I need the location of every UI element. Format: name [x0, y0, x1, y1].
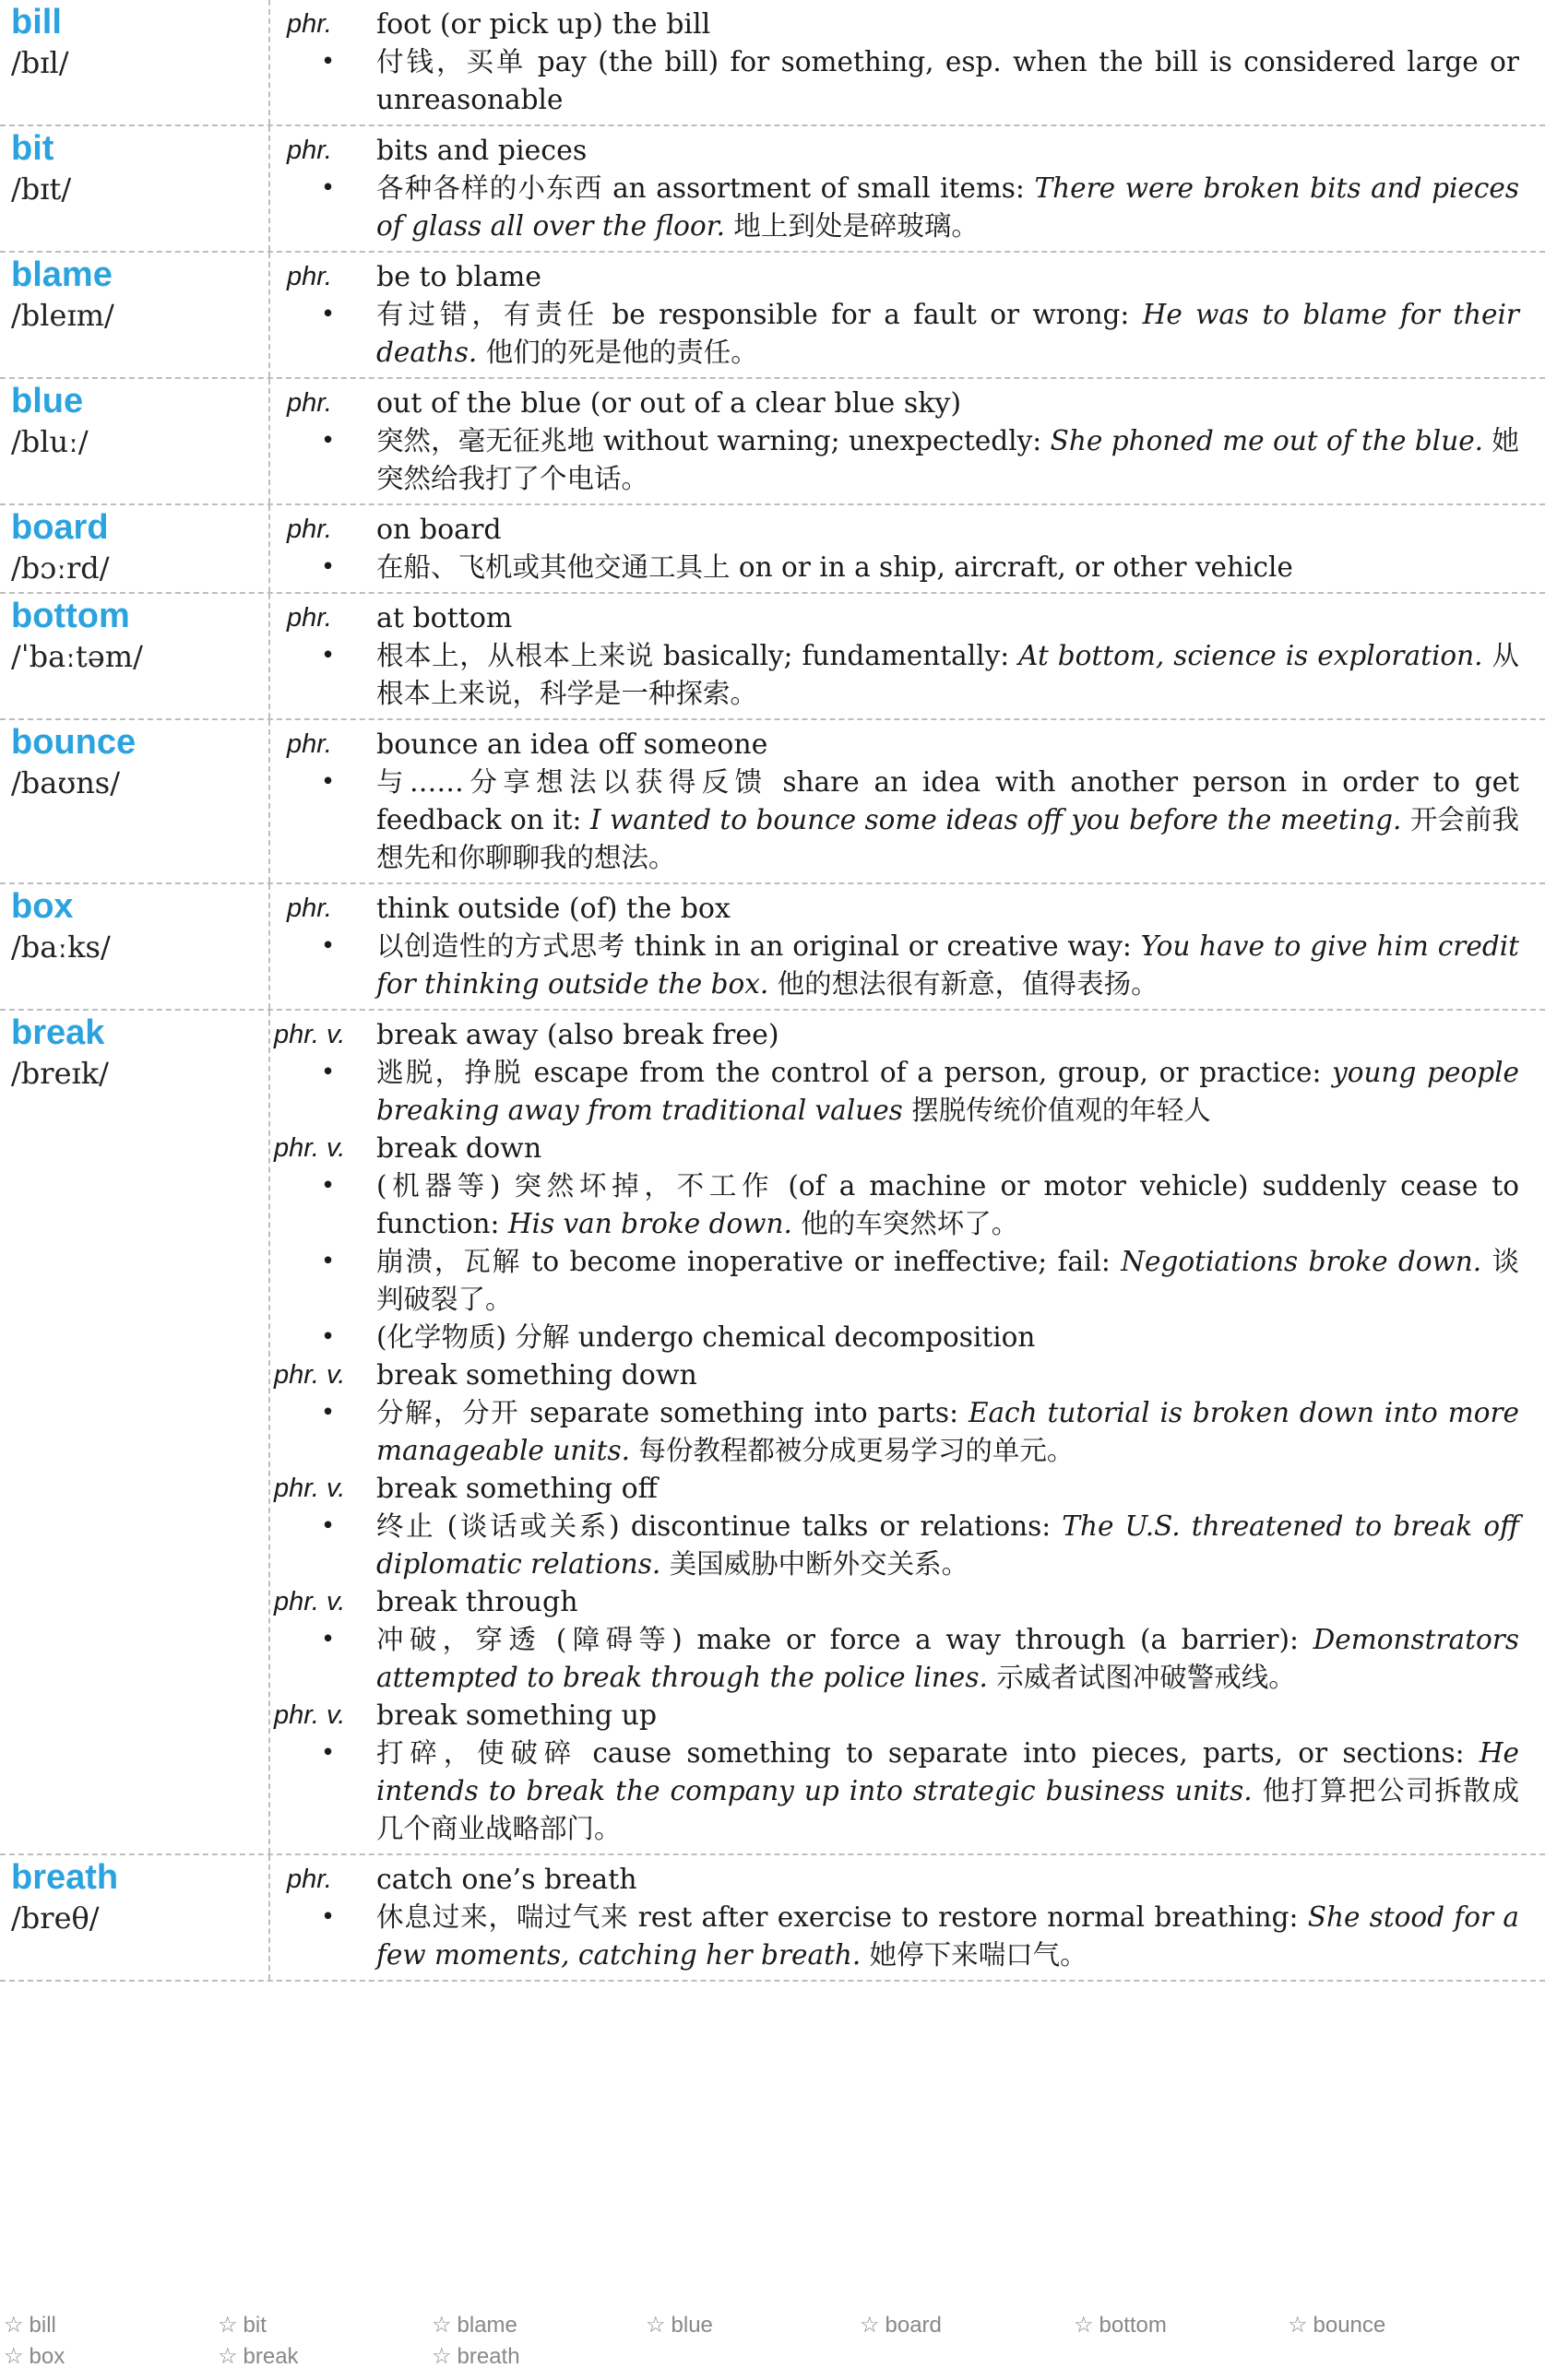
nav-link-label: bill — [29, 2313, 56, 2338]
phrase-text: bits and pieces — [376, 135, 588, 167]
pos-label: phr. — [287, 603, 332, 633]
nav-link-blue[interactable] — [642, 2310, 856, 2341]
pronunciation: /bɔːrd/ — [11, 551, 110, 586]
example-text: His van broke down. — [507, 1208, 792, 1239]
pos-label: phr. v. — [274, 1020, 346, 1049]
phrase-row — [270, 1470, 1519, 1508]
definition-row — [270, 1735, 1519, 1848]
phrase-row — [270, 1697, 1519, 1735]
phrase-row — [270, 385, 1519, 422]
definition-row — [270, 422, 1519, 498]
phrase-text: on board — [376, 514, 502, 546]
definition-text: 逃脱，挣脱 escape from the control of a person, group, or practice: — [376, 1057, 1333, 1088]
pos-label: phr. — [287, 262, 332, 291]
example-text: young people breaking away from traditional values — [376, 1057, 1519, 1126]
pos-label: phr. — [287, 1865, 332, 1894]
pos-label: phr. — [287, 515, 332, 544]
bullet-icon: • — [320, 1248, 336, 1275]
entry-blame — [0, 253, 1545, 379]
phrase-row — [270, 1861, 1519, 1899]
pos-label: phr. v. — [274, 1360, 346, 1390]
headword-cell — [0, 379, 270, 503]
phrase-row — [270, 1016, 1519, 1054]
senses — [270, 126, 1545, 251]
headword: breath — [11, 1858, 119, 1897]
definition-text: 冲破，穿透 (障碍等) make or force a way through (a barrier): — [376, 1624, 1313, 1655]
pronunciation: /bluː/ — [11, 424, 89, 459]
nav-link-label: break — [243, 2344, 299, 2369]
definition-text: 有过错，有责任 be responsible for a fault or wrong: — [376, 299, 1143, 330]
pronunciation: /bɪt/ — [11, 172, 72, 207]
definition — [376, 764, 1519, 877]
definition-text: 谈判破裂了。 — [376, 1246, 1519, 1315]
nav-row — [0, 2341, 1545, 2373]
entry-bit — [0, 126, 1545, 253]
headword-cell — [0, 720, 270, 882]
example-text: Demonstrators attempted to break through the police lines. — [376, 1624, 1519, 1693]
star-icon: ☆ — [432, 2344, 452, 2369]
headword-cell — [0, 0, 270, 124]
headword-cell — [0, 1011, 270, 1853]
entry-bounce — [0, 720, 1545, 884]
headword-cell — [0, 505, 270, 592]
entry-bill — [0, 0, 1545, 126]
headword: break — [11, 1013, 105, 1052]
word-index-nav — [0, 2310, 1545, 2373]
definition-text: 以创造性的方式思考 think in an original or creative way: — [376, 930, 1141, 962]
star-icon: ☆ — [1074, 2313, 1094, 2338]
nav-row — [0, 2310, 1545, 2341]
nav-link-bottom[interactable] — [1070, 2310, 1284, 2341]
pronunciation: /breɪk/ — [11, 1056, 109, 1091]
bullet-icon: • — [320, 768, 336, 796]
definition — [376, 1319, 1519, 1356]
definition-row — [270, 1899, 1519, 1974]
bullet-icon: • — [320, 48, 336, 76]
definition-text: 突然，毫无征兆地 without warning; unexpectedly: — [376, 425, 1051, 456]
example-text: At bottom, science is exploration. — [1018, 640, 1483, 671]
definition-row — [270, 1319, 1519, 1356]
phrase-text: break through — [376, 1586, 578, 1618]
entry-board — [0, 505, 1545, 594]
pos-label: phr. v. — [274, 1474, 346, 1503]
headword: bill — [11, 3, 62, 41]
definition-row — [270, 170, 1519, 245]
example-text: He was to blame for their deaths. — [376, 299, 1519, 368]
headword: board — [11, 508, 109, 547]
nav-link-label: blue — [671, 2313, 713, 2338]
pronunciation: /baːks/ — [11, 930, 111, 965]
headword-cell — [0, 884, 270, 1009]
entry-bottom — [0, 594, 1545, 720]
definition-text: 打碎，使破碎 cause something to separate into pieces, parts, or sections: — [376, 1737, 1480, 1769]
definition-row — [270, 1394, 1519, 1470]
headword-cell — [0, 253, 270, 377]
definition — [376, 422, 1519, 498]
definition-text: (机器等) 突然坏掉，不工作 (of a machine or motor vehicle) suddenly cease to function: — [376, 1170, 1519, 1239]
star-icon: ☆ — [218, 2313, 238, 2338]
phrase-text: catch one’s breath — [376, 1864, 637, 1896]
definition-text: 地上到处是碎玻璃。 — [724, 210, 979, 242]
definition — [376, 170, 1519, 245]
nav-link-bounce[interactable] — [1284, 2310, 1498, 2341]
nav-link-break[interactable] — [214, 2341, 428, 2373]
definition-row — [270, 1621, 1519, 1697]
phrase-row — [270, 1356, 1519, 1394]
star-icon: ☆ — [860, 2313, 880, 2338]
definition-text: 从根本上来说，科学是一种探索。 — [376, 640, 1519, 709]
nav-link-label: blame — [457, 2313, 517, 2338]
phrase-text: break something down — [376, 1359, 697, 1391]
definition-text: 他打算把公司拆散成几个商业战略部门。 — [376, 1775, 1519, 1844]
definition-row — [270, 1054, 1519, 1130]
nav-link-label: breath — [457, 2344, 520, 2369]
definition-text: 休息过来，喘过气来 rest after exercise to restore normal breathing: — [376, 1901, 1308, 1933]
senses — [270, 884, 1545, 1009]
pos-label: phr. — [287, 388, 332, 418]
definition-row — [270, 1243, 1519, 1319]
star-icon: ☆ — [4, 2344, 24, 2369]
headword: bounce — [11, 723, 137, 762]
definition-row — [270, 928, 1519, 1003]
nav-link-board[interactable] — [856, 2310, 1070, 2341]
definition — [376, 549, 1519, 586]
bullet-icon: • — [320, 642, 336, 669]
definition-text: 他的想法很有新意，值得表扬。 — [768, 968, 1159, 1000]
definition-row — [270, 1167, 1519, 1243]
entry-break — [0, 1011, 1545, 1855]
phrase-text: foot (or pick up) the bill — [376, 8, 711, 41]
definition-text: 开会前我想先和你聊聊我的想法。 — [376, 804, 1519, 873]
definition-text: 在船、飞机或其他交通工具上 on or in a ship, aircraft, or other vehicle — [376, 551, 1293, 583]
phrase-row — [270, 599, 1519, 637]
definition-text: 各种各样的小东西 an assortment of small items: — [376, 172, 1035, 204]
bullet-icon: • — [320, 1903, 336, 1931]
headword-cell — [0, 1855, 270, 1980]
bullet-icon: • — [320, 1512, 336, 1540]
star-icon: ☆ — [432, 2313, 452, 2338]
phrase-row — [270, 1583, 1519, 1621]
bullet-icon: • — [320, 174, 336, 202]
phrase-text: be to blame — [376, 261, 542, 293]
senses — [270, 379, 1545, 503]
star-icon: ☆ — [4, 2313, 24, 2338]
headword: blame — [11, 255, 113, 294]
definition-text: (化学物质) 分解 undergo chemical decomposition — [376, 1321, 1036, 1353]
phrase-text: think outside (of) the box — [376, 893, 731, 925]
definition-row — [270, 549, 1519, 586]
nav-link-box[interactable] — [0, 2341, 214, 2373]
headword: blue — [11, 382, 84, 420]
phrase-row — [270, 6, 1519, 43]
definition-text: 付钱，买单 pay (the bill) for something, esp. when the bill is considered large or unreasonable — [376, 46, 1519, 115]
definition-row — [270, 43, 1519, 119]
phrase-row — [270, 726, 1519, 764]
example-text: Negotiations broke down. — [1121, 1246, 1482, 1277]
senses — [270, 1855, 1545, 1980]
definition-text: 她停下来喘口气。 — [861, 1939, 1087, 1971]
pronunciation: /ˈbaːtəm/ — [11, 639, 143, 674]
definition — [376, 1508, 1519, 1583]
bullet-icon: • — [320, 301, 336, 328]
pronunciation: /breθ/ — [11, 1900, 100, 1936]
phrase-text: bounce an idea off someone — [376, 728, 768, 761]
pos-label: phr. v. — [274, 1700, 346, 1730]
definition-text: 示威者试图冲破警戒线。 — [987, 1662, 1296, 1693]
definition-text: 摆脱传统价值观的年轻人 — [902, 1095, 1211, 1126]
bullet-icon: • — [320, 1399, 336, 1427]
headword: box — [11, 887, 74, 926]
pos-label: phr. — [287, 136, 332, 165]
definition — [376, 43, 1519, 119]
pos-label: phr. v. — [274, 1587, 346, 1616]
pronunciation: /bleɪm/ — [11, 298, 114, 333]
bullet-icon: • — [320, 1323, 336, 1351]
headword: bit — [11, 129, 54, 168]
nav-link-blame[interactable] — [428, 2310, 642, 2341]
example-text: She stood for a few moments, catching her breath. — [376, 1901, 1519, 1971]
example-text: Each tutorial is broken down into more manageable units. — [376, 1397, 1520, 1466]
star-icon: ☆ — [646, 2313, 666, 2338]
definition — [376, 637, 1519, 713]
phrase-row — [270, 1130, 1519, 1167]
definition — [376, 296, 1519, 372]
pronunciation: /baʊns/ — [11, 765, 120, 800]
definition-text: 根本上，从根本上来说 basically; fundamentally: — [376, 640, 1019, 671]
definition-text: 与……分享想法以获得反馈 share an idea with another person in order to get feedback on it: — [376, 766, 1519, 835]
definition — [376, 1054, 1519, 1130]
definition-text: 他们的死是他的责任。 — [477, 337, 758, 368]
example-text: She phoned me out of the blue. — [1050, 425, 1484, 456]
senses — [270, 253, 1545, 377]
nav-link-label: bottom — [1099, 2313, 1167, 2338]
phrase-row — [270, 132, 1519, 170]
definition-text: 美国威胁中断外交关系。 — [660, 1548, 969, 1580]
definition-text: 每份教程都被分成更易学习的单元。 — [630, 1435, 1075, 1466]
bullet-icon: • — [320, 932, 336, 960]
phrase-text: break something up — [376, 1699, 658, 1732]
entry-blue — [0, 379, 1545, 505]
bullet-icon: • — [320, 1172, 336, 1200]
phrase-row — [270, 258, 1519, 296]
definition — [376, 928, 1519, 1003]
entry-breath — [0, 1855, 1545, 1982]
headword-cell — [0, 126, 270, 251]
nav-link-label: bounce — [1313, 2313, 1386, 2338]
star-icon: ☆ — [218, 2344, 238, 2369]
phrase-row — [270, 511, 1519, 549]
example-text: I wanted to bounce some ideas off you before the meeting. — [589, 804, 1402, 835]
bullet-icon: • — [320, 427, 336, 455]
definition-text: 分解，分开 separate something into parts: — [376, 1397, 969, 1428]
headword: bottom — [11, 597, 130, 635]
bullet-icon: • — [320, 1059, 336, 1086]
phrase-text: break away (also break free) — [376, 1019, 779, 1051]
senses — [270, 594, 1545, 718]
nav-link-label: board — [885, 2313, 942, 2338]
nav-link-bit[interactable] — [214, 2310, 428, 2341]
definition-text: 他的车突然坏了。 — [791, 1208, 1019, 1239]
definition — [376, 1243, 1519, 1319]
nav-link-breath[interactable] — [428, 2341, 642, 2373]
star-icon: ☆ — [1288, 2313, 1308, 2338]
senses — [270, 720, 1545, 882]
phrase-row — [270, 890, 1519, 928]
senses — [270, 1011, 1545, 1853]
pronunciation: /bɪl/ — [11, 45, 69, 80]
example-text: The U.S. threatened to break off diplomatic relations. — [376, 1510, 1519, 1580]
definition — [376, 1899, 1519, 1974]
pos-label: phr. — [287, 894, 332, 923]
definition — [376, 1394, 1519, 1470]
nav-link-label: bit — [243, 2313, 267, 2338]
phrase-text: break down — [376, 1132, 542, 1165]
senses — [270, 0, 1545, 124]
example-text: He intends to break the company up into strategic business units. — [376, 1737, 1519, 1806]
definition-text: 终止 (谈话或关系) discontinue talks or relations: — [376, 1510, 1063, 1542]
bullet-icon: • — [320, 553, 336, 581]
definition-row — [270, 1508, 1519, 1583]
definition-text: 崩溃，瓦解 to become inoperative or ineffective; fail: — [376, 1246, 1122, 1277]
phrase-text: break something off — [376, 1473, 658, 1505]
phrase-text: at bottom — [376, 602, 513, 634]
definition-row — [270, 296, 1519, 372]
definition-row — [270, 764, 1519, 877]
nav-link-bill[interactable] — [0, 2310, 214, 2341]
bullet-icon: • — [320, 1739, 336, 1767]
entry-box — [0, 884, 1545, 1011]
pos-label: phr. — [287, 9, 332, 39]
example-text: There were broken bits and pieces of glass all over the floor. — [376, 172, 1519, 242]
example-text: You have to give him credit for thinking outside the box. — [376, 930, 1519, 1000]
bullet-icon: • — [320, 1626, 336, 1653]
headword-cell — [0, 594, 270, 718]
phrase-text: out of the blue (or out of a clear blue sky) — [376, 387, 962, 420]
nav-link-label: box — [29, 2344, 65, 2369]
senses — [270, 505, 1545, 592]
definition-row — [270, 637, 1519, 713]
definition-text: 她突然给我打了个电话。 — [376, 425, 1519, 494]
definition — [376, 1621, 1519, 1697]
definition — [376, 1167, 1519, 1243]
definition — [376, 1735, 1519, 1848]
pos-label: phr. — [287, 729, 332, 759]
pos-label: phr. v. — [274, 1133, 346, 1163]
